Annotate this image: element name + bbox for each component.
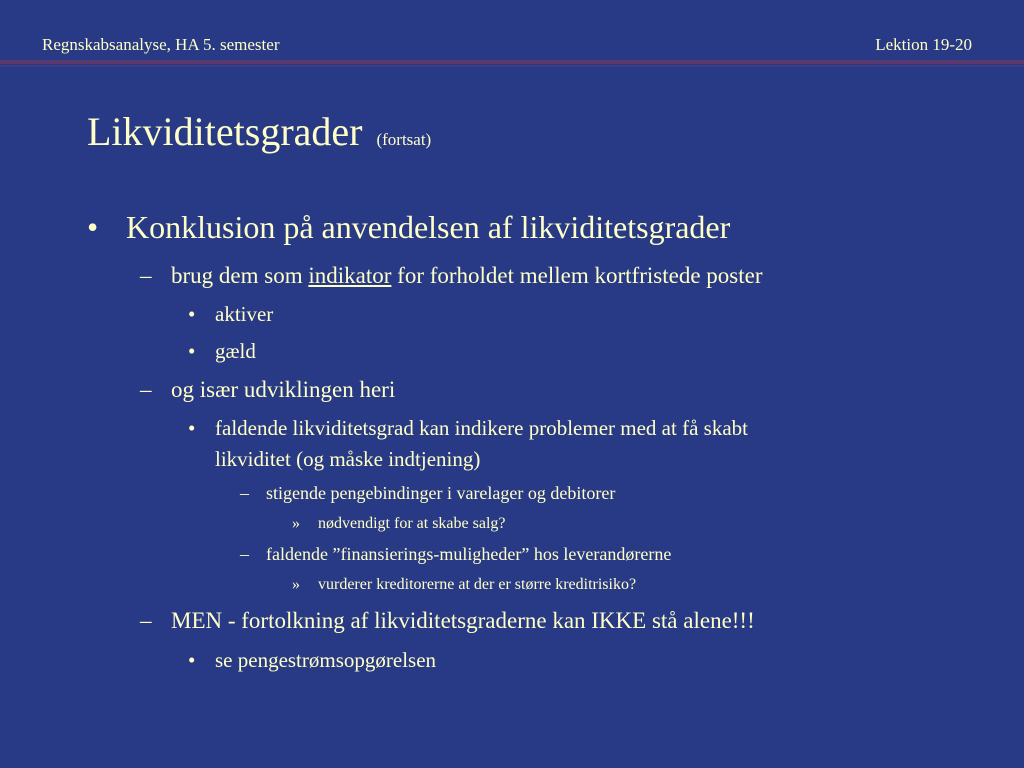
bullet-marker: •	[188, 416, 196, 440]
bullet-level2: og især udviklingen heri	[171, 377, 396, 402]
bullet-marker: •	[87, 209, 99, 245]
bullet-level3: aktiver	[215, 302, 274, 326]
bullet-level3: faldende likviditetsgrad kan indikere problemer med at få skabt	[215, 416, 748, 440]
header-course: Regnskabsanalyse, HA 5. semester	[42, 35, 280, 54]
slide-title-sub: (fortsat)	[376, 130, 432, 149]
header-lecture: Lektion 19-20	[875, 35, 972, 54]
dash-marker: –	[140, 377, 152, 402]
bullet-level4: stigende pengebindinger i varelager og debitorer	[266, 483, 616, 503]
dash-marker: –	[140, 608, 152, 633]
bullet-level1: Konklusion på anvendelsen af likviditetsgrader	[126, 209, 731, 245]
bullet-marker: •	[188, 339, 196, 363]
text-segment: for forholdet mellem kortfristede poster	[391, 263, 763, 288]
bullet-marker: •	[188, 302, 196, 326]
bullet-level2	[171, 262, 762, 290]
bullet-level2: MEN - fortolkning af likviditetsgraderne kan IKKE stå alene!!!	[171, 608, 755, 633]
header-divider	[0, 60, 1024, 64]
slide-title-main: Likviditetsgrader	[87, 109, 363, 154]
bullet-level3: se pengestrømsopgørelsen	[215, 648, 437, 672]
bullet-level3-continuation: likviditet (og måske indtjening)	[215, 447, 481, 471]
bullet-level5: nødvendigt for at skabe salg?	[318, 515, 506, 532]
header-divider-secondary	[0, 65, 1024, 67]
bullet-level4: faldende ”finansierings-muligheder” hos leverandørerne	[266, 544, 672, 564]
text-segment: brug dem som	[171, 263, 309, 288]
dash-marker: –	[140, 263, 152, 288]
dash-marker: –	[240, 483, 249, 503]
bullet-marker: •	[188, 648, 196, 672]
dash-marker: –	[240, 544, 249, 564]
chevron-marker: »	[292, 576, 300, 593]
slide-title	[87, 108, 431, 164]
underlined-term: indikator	[308, 263, 392, 288]
chevron-marker: »	[292, 515, 300, 532]
bullet-level5: vurderer kreditorerne at der er større kreditrisiko?	[318, 576, 637, 593]
bullet-level3: gæld	[215, 339, 256, 363]
